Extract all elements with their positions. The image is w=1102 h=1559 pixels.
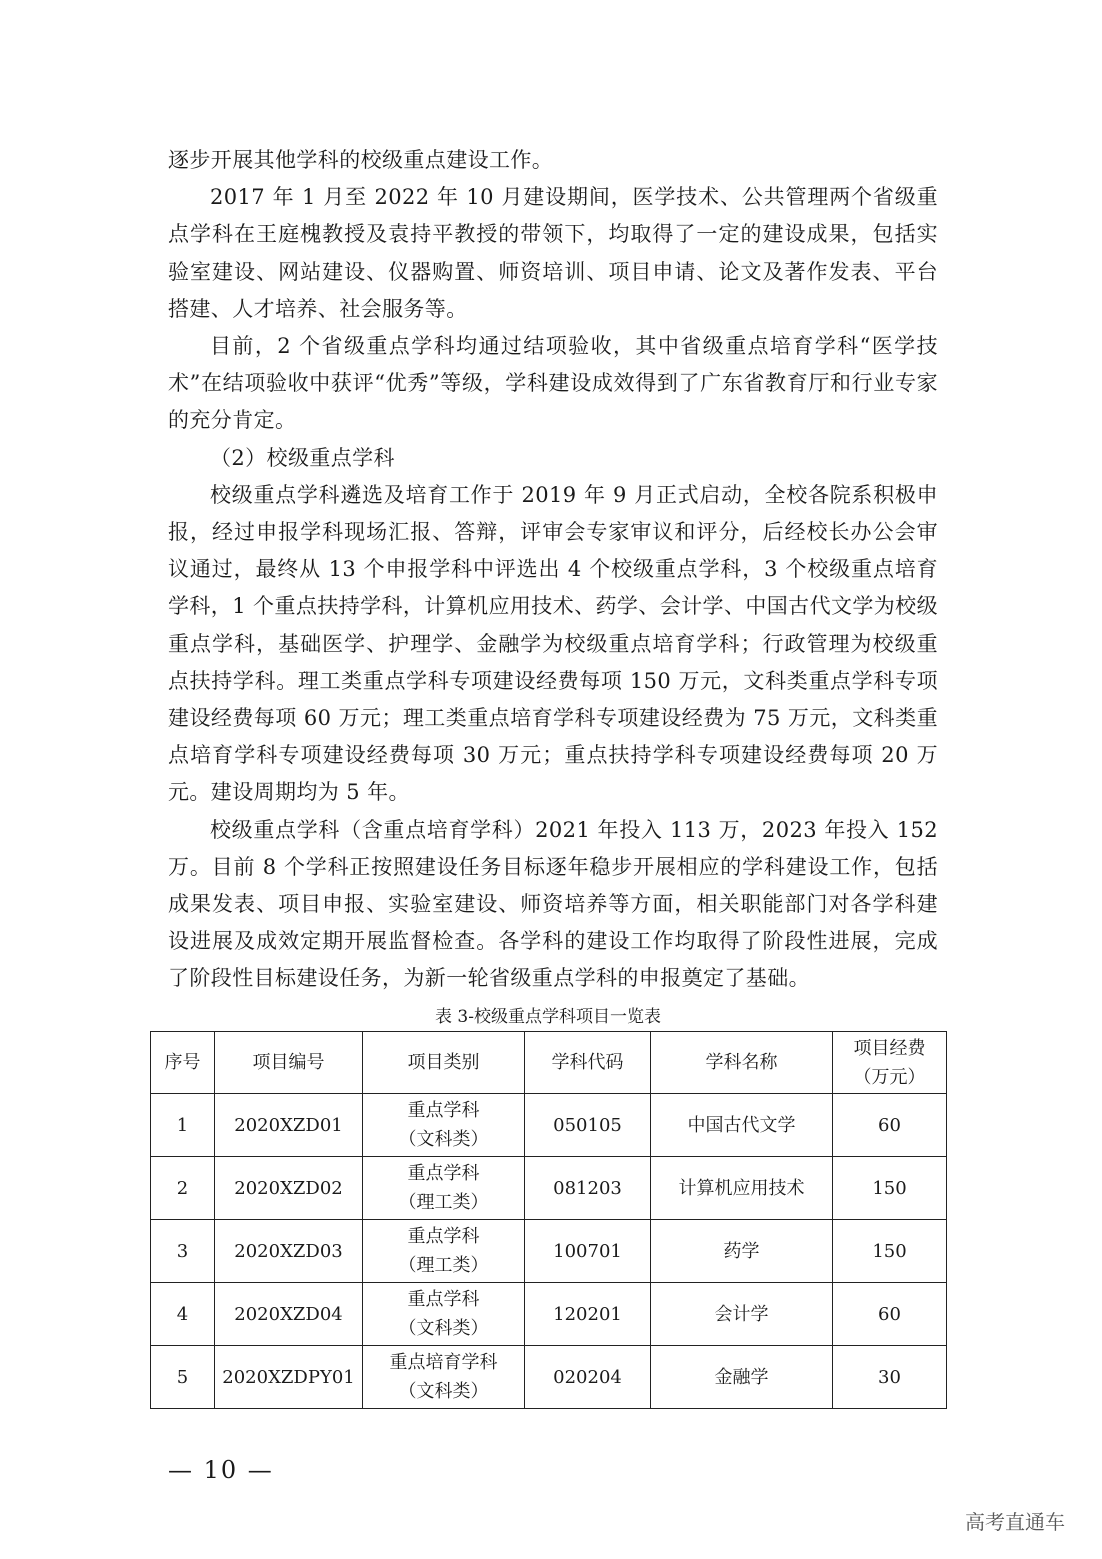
cell-subject-name: 金融学 — [651, 1346, 833, 1409]
paragraph-provincial-results: 2017 年 1 月至 2022 年 10 月建设期间，医学技术、公共管理两个省级重点学科在王庭槐教授及袁持平教授的带领下，均取得了一定的建设成果，包括实验室建设、网站建设、仪器购置、师资培训、项目申请、论文及著作发表、平台搭建、人才培养、社会服务等。 — [168, 185, 938, 321]
table-row — [151, 1157, 947, 1220]
cell-code: 2020XZDPY01 — [215, 1346, 363, 1409]
cell-subject-name: 计算机应用技术 — [651, 1157, 833, 1220]
cell-category-line2: （文科类） — [398, 1318, 489, 1339]
cell-funding: 60 — [833, 1283, 947, 1346]
paragraph-provincial-acceptance: 目前，2 个省级重点学科均通过结项验收，其中省级重点培育学科“医学技术”在结项验收中获评“优秀”等级，学科建设成效得到了广东省教育厅和行业专家的充分肯定。 — [168, 334, 938, 433]
cell-category — [363, 1283, 525, 1346]
table-row — [151, 1220, 947, 1283]
cell-category-line1: 重点学科 — [407, 1100, 480, 1121]
cell-subject-code: 081203 — [525, 1157, 651, 1220]
header-funding-line1: 项目经费 — [853, 1037, 926, 1059]
cell-funding: 60 — [833, 1094, 947, 1157]
cell-category — [363, 1157, 525, 1220]
cell-category-line1: 重点学科 — [407, 1289, 480, 1310]
cell-category-line2: （文科类） — [398, 1129, 489, 1150]
cell-subject-name: 药学 — [651, 1220, 833, 1283]
cell-category-line2: （理工类） — [398, 1255, 489, 1276]
cell-subject-code: 020204 — [525, 1346, 651, 1409]
cell-category-line1: 重点学科 — [407, 1163, 480, 1184]
header-code: 项目编号 — [215, 1032, 363, 1094]
table-row — [151, 1346, 947, 1409]
cell-code: 2020XZD04 — [215, 1283, 363, 1346]
page-number: — 10 — — [168, 1456, 274, 1484]
paragraph-school-investment: 校级重点学科（含重点培育学科）2021 年投入 113 万，2023 年投入 152 万。目前 8 个学科正按照建设任务目标逐年稳步开展相应的学科建设工作，包括成果发表、项目申报、实验室建设、师资培养等方面，相关职能部门对各学科建设进展及成效定期开展监督检查。各学科的建设工作均取得了阶段性进展，完成了阶段性目标建设任务，为新一轮省级重点学科的申报奠定了基础。 — [168, 817, 938, 991]
cell-seq: 2 — [151, 1157, 215, 1220]
cell-code: 2020XZD01 — [215, 1094, 363, 1157]
cell-seq: 3 — [151, 1220, 215, 1283]
body-text — [168, 142, 938, 998]
cell-subject-code: 120201 — [525, 1283, 651, 1346]
cell-category-line1: 重点学科 — [407, 1226, 480, 1247]
cell-funding: 150 — [833, 1157, 947, 1220]
cell-code: 2020XZD03 — [215, 1220, 363, 1283]
cell-code: 2020XZD02 — [215, 1157, 363, 1220]
paragraph-school-selection: 校级重点学科遴选及培育工作于 2019 年 9 月正式启动，全校各院系积极申报，经过申报学科现场汇报、答辩，评审会专家审议和评分，后经校长办公会审议通过，最终从 13 个申报学科中评选出 4 个校级重点学科，3 个校级重点培育学科，1 个重点扶持学科，计算机应用技术、药学、会计学、中国古代文学为校级重点学科，基础医学、护理学、金融学为校级重点培育学科；行政管理为校级重点扶持学科。理工类重点学科专项建设经费每项 150 万元，文科类重点学科专项建设经费每项 60 万元；理工类重点培育学科专项建设经费为 75 万元，文科类重点培育学科专项建设经费每项 30 万元；重点扶持学科专项建设经费每项 20 万元。建设周期均为 5 年。 — [168, 482, 938, 805]
project-table — [150, 1031, 947, 1409]
cell-category-line1: 重点培育学科 — [389, 1352, 498, 1373]
header-funding-line2: （万元） — [853, 1066, 926, 1088]
cell-funding: 150 — [833, 1220, 947, 1283]
cell-seq: 5 — [151, 1346, 215, 1409]
cell-subject-code: 100701 — [525, 1220, 651, 1283]
cell-category-line2: （文科类） — [398, 1381, 489, 1402]
watermark: 高考直通车 — [965, 1510, 1065, 1534]
cell-subject-name: 中国古代文学 — [651, 1094, 833, 1157]
table-row — [151, 1094, 947, 1157]
cell-subject-name: 会计学 — [651, 1283, 833, 1346]
cell-category-line2: （理工类） — [398, 1192, 489, 1213]
table-row — [151, 1283, 947, 1346]
cell-seq: 4 — [151, 1283, 215, 1346]
cell-seq: 1 — [151, 1094, 215, 1157]
cell-category — [363, 1094, 525, 1157]
header-seq: 序号 — [151, 1032, 215, 1094]
table-title: 表 3-校级重点学科项目一览表 — [435, 1007, 661, 1027]
header-funding — [833, 1032, 947, 1094]
cell-subject-code: 050105 — [525, 1094, 651, 1157]
header-subject-code: 学科代码 — [525, 1032, 651, 1094]
paragraph-continuation: 逐步开展其他学科的校级重点建设工作。 — [168, 148, 554, 172]
cell-funding: 30 — [833, 1346, 947, 1409]
table-header-row — [151, 1032, 947, 1094]
cell-category — [363, 1220, 525, 1283]
header-subject-name: 学科名称 — [651, 1032, 833, 1094]
header-category: 项目类别 — [363, 1032, 525, 1094]
cell-category — [363, 1346, 525, 1409]
section-heading: （2）校级重点学科 — [210, 445, 395, 470]
